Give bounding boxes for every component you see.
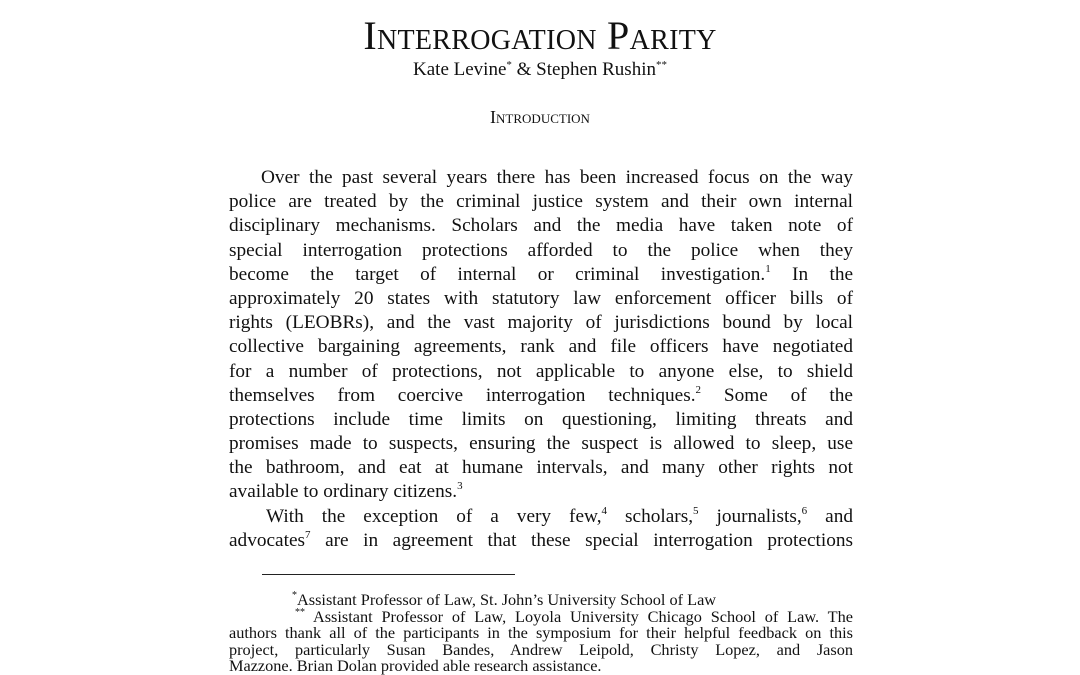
body-line: police are treated by the criminal justice system and their own internal xyxy=(229,191,853,213)
body-text-span: themselves from coercive interrogation techniques. xyxy=(229,384,696,406)
author-name: Stephen Rushin xyxy=(536,59,656,80)
footnote-mark: ** xyxy=(295,606,305,618)
body-text-span: and xyxy=(825,505,853,527)
section-heading: Introduction xyxy=(490,107,590,127)
footnote-ref[interactable]: 4 xyxy=(601,504,608,517)
author-name: Kate Levine xyxy=(413,59,507,80)
body-line: protections include time limits on questioning, limiting threats and xyxy=(229,408,853,430)
body-line: the bathroom, and eat at humane intervals, and many other rights not xyxy=(229,457,853,479)
paper-title: Interrogation Parity xyxy=(363,13,717,58)
body-text-span: journalists, xyxy=(716,505,802,527)
footnote-ref[interactable]: 1 xyxy=(765,262,771,275)
body-line xyxy=(229,529,853,553)
footnote-text: Assistant Professor of Law, St. John’s University School of Law xyxy=(297,590,717,609)
footnote-ref[interactable]: 7 xyxy=(305,528,311,541)
footnote-mark: * xyxy=(292,590,297,601)
body-line xyxy=(229,384,853,408)
author-separator: & xyxy=(516,59,532,80)
footnote-line: authors thank all of the participants in the symposium for their helpful feedback on this xyxy=(229,623,853,642)
body-line: promises made to suspects, ensuring the suspect is allowed to sleep, use xyxy=(229,433,853,455)
body-line: for a number of protections, not applicable to anyone else, to shield xyxy=(229,360,853,382)
footnote-separator xyxy=(262,574,515,575)
body-line: disciplinary mechanisms. Scholars and the media have taken note of xyxy=(229,215,853,237)
body-text-span: Some of the xyxy=(723,384,853,406)
body-text-span: advocates xyxy=(229,529,306,551)
body-line: special interrogation protections afforded to the police when they xyxy=(229,239,853,261)
footnote-ref[interactable]: 6 xyxy=(801,504,808,517)
footnote-line: Mazzone. Brian Dolan provided able research assistance. xyxy=(229,656,602,675)
body-line: rights (LEOBRs), and the vast majority of jurisdictions bound by local xyxy=(229,312,853,334)
footnote-line: project, particularly Susan Bandes, Andrew Leipold, Christy Lopez, and Jason xyxy=(229,639,853,659)
footnote-text: Assistant Professor of Law, Loyola University Chicago School of Law. The xyxy=(312,606,853,626)
body-text xyxy=(229,166,853,553)
author-footnote-mark[interactable]: * xyxy=(506,59,512,71)
body-text-span: scholars, xyxy=(625,505,694,527)
footnote-ref[interactable]: 2 xyxy=(695,383,702,396)
body-text-span: available to ordinary citizens. xyxy=(229,481,458,503)
body-line xyxy=(229,480,853,504)
author-line xyxy=(0,58,1080,82)
body-text-span: become the target of internal or criminal investigation. xyxy=(229,263,766,285)
footnote-ref[interactable]: 3 xyxy=(457,480,463,493)
body-line: Over the past several years there has been increased focus on the way xyxy=(261,167,853,188)
author-footnote-mark[interactable]: ** xyxy=(655,59,667,71)
body-line xyxy=(229,263,853,287)
footnotes xyxy=(229,592,853,675)
body-line xyxy=(229,505,853,529)
body-text-span: are in agreement that these special interrogation protections xyxy=(325,529,853,551)
footnote-ref[interactable]: 5 xyxy=(693,504,699,517)
body-text-span: In the xyxy=(792,263,854,285)
body-line: approximately 20 states with statutory law enforcement officer bills of xyxy=(229,287,853,309)
body-line: collective bargaining agreements, rank and file officers have negotiated xyxy=(229,336,853,358)
body-text-span: With the exception of a very few, xyxy=(266,505,602,527)
